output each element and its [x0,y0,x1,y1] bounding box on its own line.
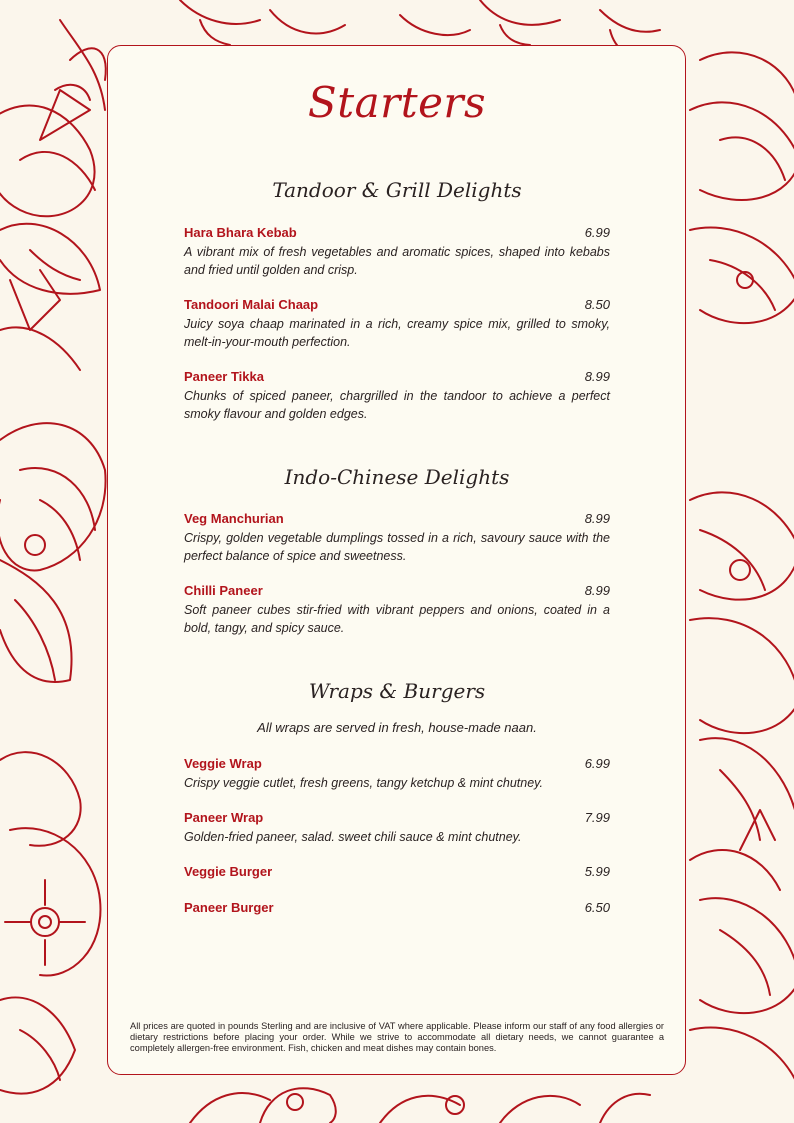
item-name: Hara Bhara Kebab [184,225,297,240]
item-description: Juicy soya chaap marinated in a rich, creamy spice mix, grilled to smoky, melt-in-your-mouth perfection. [184,317,610,349]
item-name: Tandoori Malai Chaap [184,297,319,312]
menu-item [184,369,610,423]
flower-bottom-edge [190,1088,650,1123]
item-price: 8.50 [584,297,610,312]
item-price: 8.99 [584,369,610,384]
item-price: 6.99 [584,756,610,771]
item-description: Chunks of spiced paneer, chargrilled in the tandoor to achieve a perfect smoky flavour and golden edges. [184,389,610,421]
item-name: Veggie Wrap [184,756,262,771]
item-price: 8.99 [584,583,610,598]
page-title: Starters [307,78,487,127]
menu-item [184,583,610,637]
section-note: All wraps are served in fresh, house-made naan. [257,720,537,735]
item-description: Golden-fried paneer, salad. sweet chili sauce & mint chutney. [184,830,522,844]
menu-item [184,756,610,792]
item-price: 5.99 [584,864,610,879]
menu-item [184,900,610,918]
item-description: Crispy veggie cutlet, fresh greens, tangy ketchup & mint chutney. [184,776,543,790]
section-title-indo-chinese: Indo-Chinese Delights [284,465,510,489]
item-description: A vibrant mix of fresh vegetables and aromatic spices, shaped into kebabs and fried until golden and crisp. [184,245,610,277]
item-name: Paneer Burger [184,900,274,915]
flower-left-bottom [0,752,100,1093]
menu-item [184,297,610,351]
item-name: Veg Manchurian [184,511,284,526]
item-description: Soft paneer cubes stir-fried with vibrant peppers and onions, coated in a bold, tangy, and spicy sauce. [184,603,610,635]
item-name: Paneer Wrap [184,810,264,825]
item-name: Veggie Burger [184,864,273,879]
item-price: 6.99 [584,225,610,240]
menu-item [184,864,610,882]
flower-top-edge [180,0,560,45]
item-price: 6.50 [584,900,610,915]
item-name: Paneer Tikka [184,369,264,384]
menu-item [184,225,610,279]
menu-item [184,511,610,565]
menu-item [184,810,610,846]
flower-right-bottom [690,810,794,1090]
footer-disclaimer: All prices are quoted in pounds Sterling and are inclusive of VAT where applicable. Please inform our staff of any food allergies or dietary restrictions before placing your order. While we strive to accommodate all dietary needs, we cannot guarantee a completely allergen-free environment. Fish, chicken and meat dishes may contain bones. [130,1021,664,1053]
item-price: 8.99 [584,511,610,526]
item-description: Crispy, golden vegetable dumplings tossed in a rich, savoury sauce with the perfect balance of spice and sweetness. [184,531,610,563]
flower-left-middle [0,423,106,682]
flower-right-middle [690,492,794,840]
section-title-tandoor: Tandoor & Grill Delights [272,178,522,202]
item-price: 7.99 [584,810,610,825]
item-name: Chilli Paneer [184,583,263,598]
section-title-wraps: Wraps & Burgers [308,679,486,703]
